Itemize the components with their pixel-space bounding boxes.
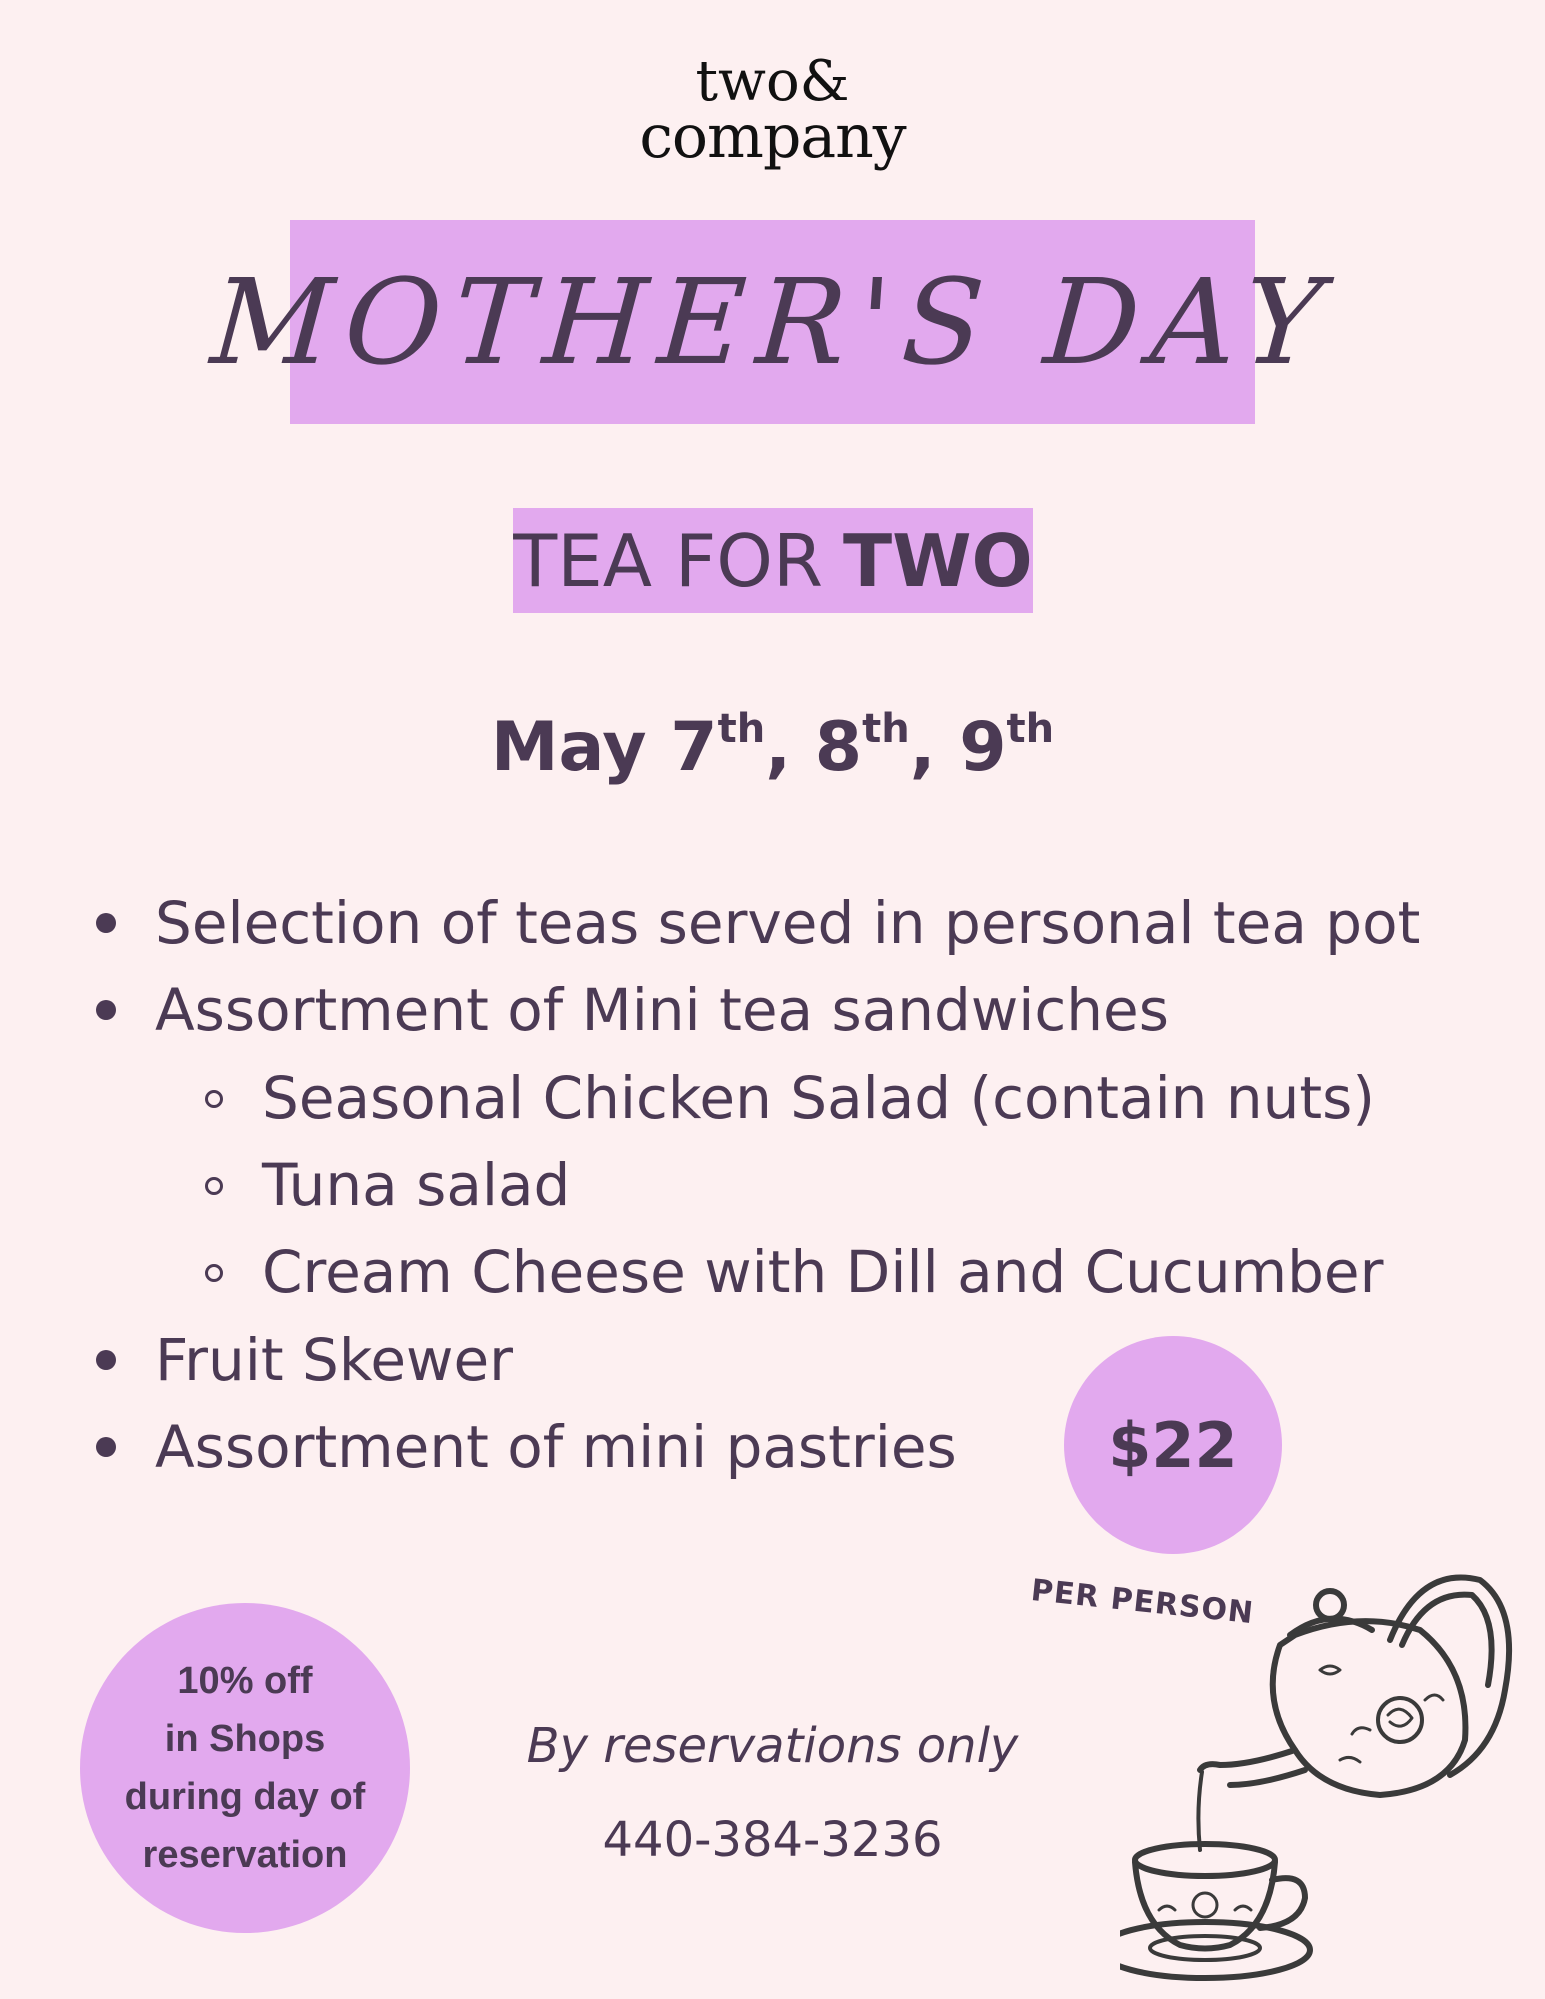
sub-bullet-icon <box>205 1177 223 1195</box>
list-item: Assortment of Mini tea sandwiches <box>155 976 1169 1044</box>
list-item: Assortment of mini pastries <box>155 1413 957 1481</box>
brand-line-1: two& <box>695 49 850 114</box>
brand-logo <box>0 49 1545 172</box>
sub-bullet-icon <box>205 1264 223 1282</box>
date-separator: , <box>765 708 815 787</box>
bullet-icon <box>96 1350 116 1370</box>
price-amount: $22 <box>1108 1408 1238 1482</box>
sub-list-item: Cream Cheese with Dill and Cucumber <box>262 1238 1384 1306</box>
discount-line: in Shops <box>164 1718 326 1760</box>
subtitle-banner <box>513 508 1033 613</box>
list-item: Fruit Skewer <box>155 1326 514 1394</box>
brand-line-2: company <box>639 102 906 172</box>
discount-line: during day of <box>124 1776 366 1818</box>
subtitle-regular: TEA FOR <box>513 518 823 603</box>
date-1: May 7th <box>490 706 766 787</box>
price-badge <box>1064 1336 1282 1554</box>
bullet-icon <box>96 913 116 933</box>
sub-list-item: Seasonal Chicken Salad (contain nuts) <box>262 1064 1375 1132</box>
reservation-text: By reservations only <box>526 1718 1019 1774</box>
bullet-icon <box>96 1437 116 1457</box>
list-item: Selection of teas served in personal tea pot <box>155 889 1421 957</box>
discount-line: reservation <box>142 1834 348 1876</box>
sub-list-item: Tuna salad <box>262 1151 571 1219</box>
date-2: 8th <box>814 706 910 787</box>
tea-stream <box>1198 1772 1202 1850</box>
title-banner <box>206 220 1339 424</box>
teapot-icon <box>1200 1578 1509 1796</box>
teacup-icon <box>1120 1844 1310 1978</box>
subtitle-bold: TWO <box>842 518 1033 603</box>
teapot-illustration <box>1120 1550 1520 1990</box>
price-unit: PER PERSON <box>1029 1573 1256 1632</box>
page-title: MOTHER'S DAY <box>206 253 1339 391</box>
phone-number: 440-384-3236 <box>602 1812 943 1868</box>
event-dates <box>0 708 1545 787</box>
sub-bullet-icon <box>205 1090 223 1108</box>
date-separator: , <box>909 708 960 787</box>
bullet-icon <box>96 1000 116 1020</box>
date-3: 9th <box>959 706 1055 787</box>
discount-line: 10% off <box>177 1660 313 1702</box>
